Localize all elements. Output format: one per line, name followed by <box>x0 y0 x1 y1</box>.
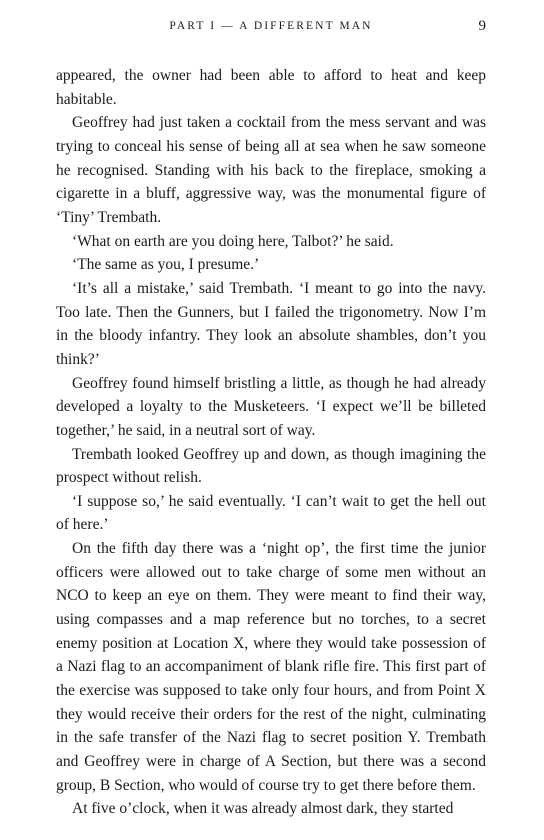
page-number: 9 <box>478 18 486 34</box>
paragraph: At five o’clock, when it was already almost dark, they started <box>72 800 454 818</box>
paragraph: ‘I suppose so,’ he said eventually. ‘I can’t wait to get the hell out of here.’ <box>56 492 486 534</box>
paragraph: Trembath looked Geoffrey up and down, as though imagining the prospect without relish. <box>56 445 486 487</box>
paragraph: On the fifth day there was a ‘night op’, the first time the junior officers were allowed out to take charge of some men without an NCO to keep an eye on them. They were meant to find their way, using compasses and a map reference but no torches, to a secret enemy position at Location X, where they would take possession of a Nazi flag to an accompaniment of blank rifle fire. This first part of the exercise was supposed to take only four hours, and from Point X they would receive their orders for the rest of the night, culminating in the safe transfer of the Nazi flag to secret position Y. Trembath and Geoffrey were in charge of A Section, but there was a second group, B Section, who would of course try to get there before them. <box>56 540 486 794</box>
running-head <box>56 20 486 42</box>
paragraph: Geoffrey found himself bristling a little, as though he had already developed a loyalty to the Musketeers. ‘I expect we’ll be billeted together,’ he said, in a neutral sort of way. <box>56 374 486 439</box>
running-title: PART I — A DIFFERENT MAN <box>169 20 373 32</box>
paragraph: Geoffrey had just taken a cocktail from the mess servant and was trying to conceal his sense of being all at sea when he saw someone he recognised. Standing with his back to the fireplace, smoking a cigarette in a bluff, aggressive way, was the monumental figure of ‘Tiny’ Trembath. <box>56 114 486 226</box>
paragraph: ‘It’s all a mistake,’ said Trembath. ‘I meant to go into the navy. Too late. Then the Gunners, but I failed the trigonometry. Now I’m in the bloody infantry. They look an absolute shambles, don’t you think?’ <box>56 279 486 368</box>
body-text <box>56 64 486 821</box>
paragraph: ‘What on earth are you doing here, Talbot?’ he said. <box>72 232 394 250</box>
paragraph: ‘The same as you, I presume.’ <box>72 256 260 274</box>
paragraph: appeared, the owner had been able to afford to heat and keep habitable. <box>56 67 486 108</box>
